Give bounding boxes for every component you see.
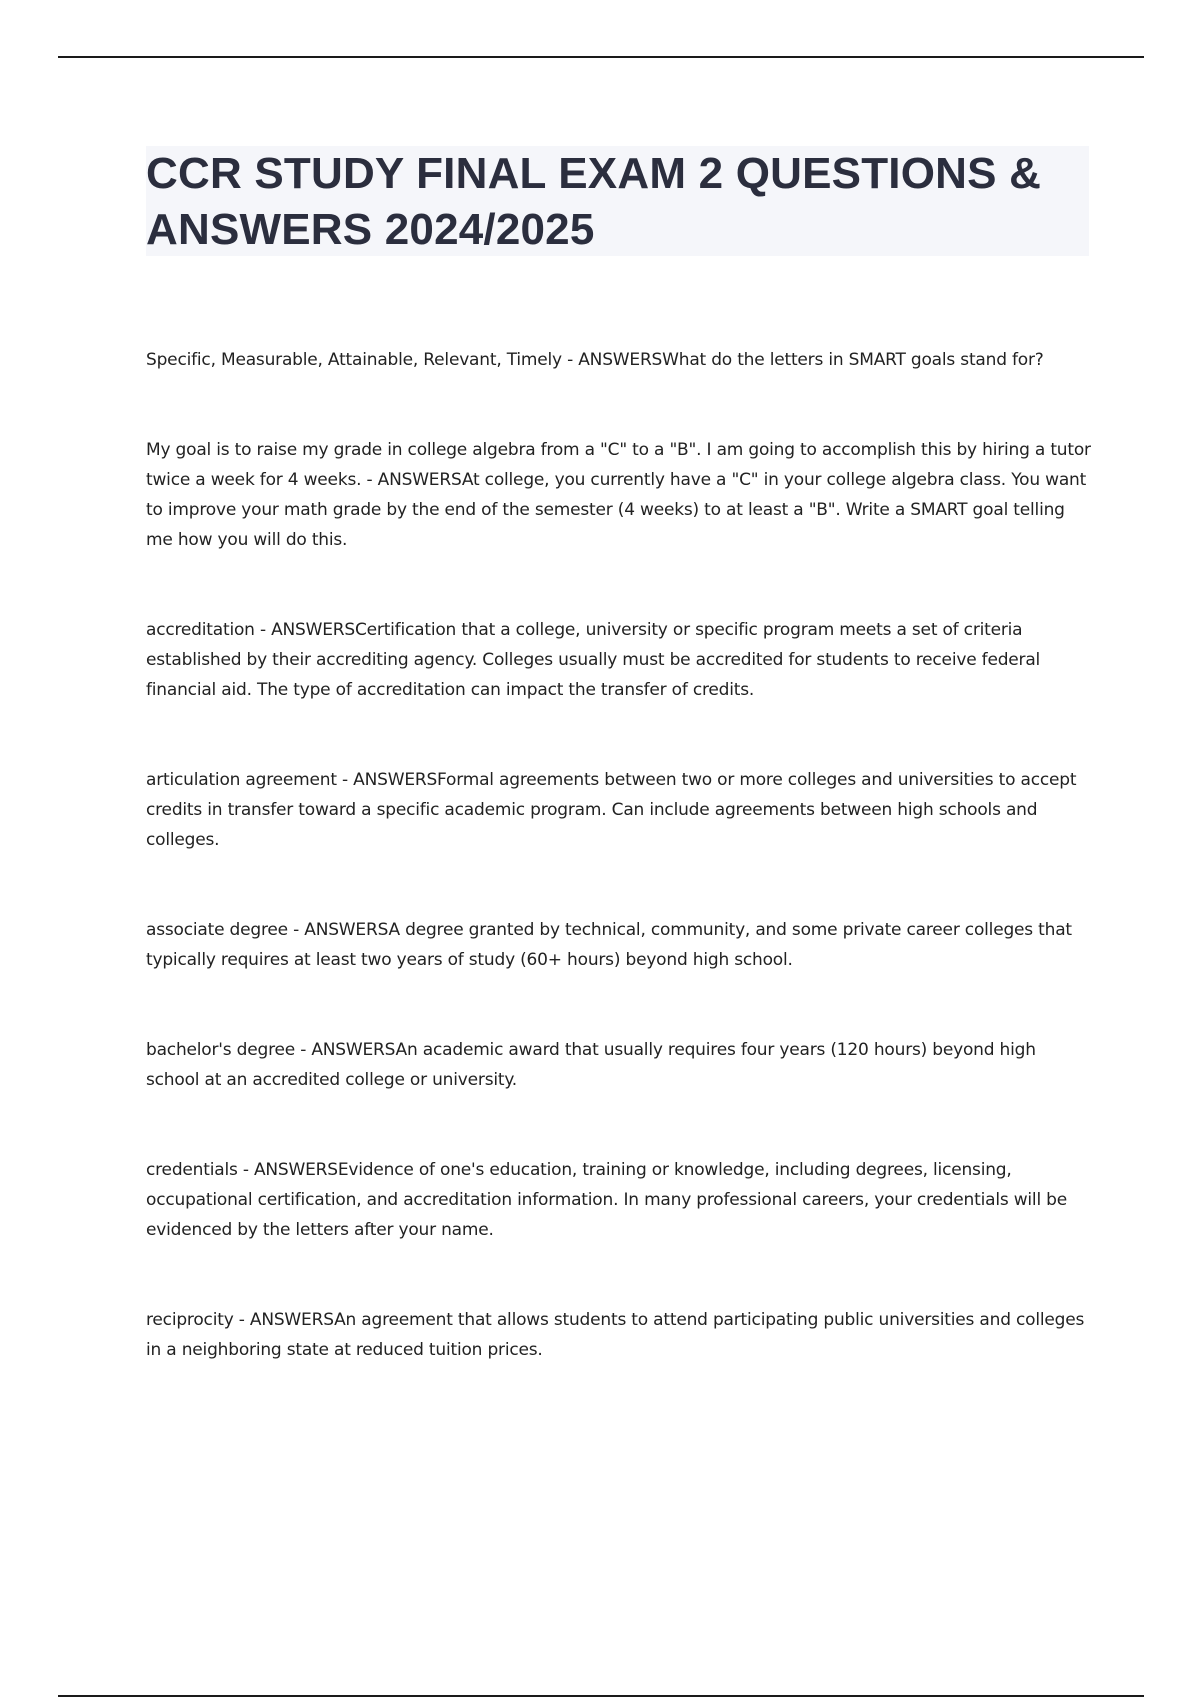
qa-item-smart-goal: My goal is to raise my grade in college algebra from a "C" to a "B". I am going to accomplish this by hiring a tutor twice a week for 4 weeks. - ANSWERSAt college, you currently have a "C" in your college algebra class. You want to improve your math grade by the end of the semester (4 weeks) to at least a "B". Write a SMART goal telling me how you will do this. [146,440,1091,550]
qa-item-associate-degree: associate degree - ANSWERSA degree granted by technical, community, and some private career colleges that typically requires at least two years of study (60+ hours) beyond high school. [146,920,1072,970]
page-title: CCR STUDY FINAL EXAM 2 QUESTIONS & ANSWERS 2024/2025 [146,149,1042,254]
top-divider [58,56,1144,58]
qa-item-articulation-agreement: articulation agreement - ANSWERSFormal agreements between two or more colleges and universities to accept credits in transfer toward a specific academic program. Can include agreements between high schools and colleges. [146,770,1077,850]
qa-item-bachelors-degree: bachelor's degree - ANSWERSAn academic award that usually requires four years (120 hours) beyond high school at an accredited college or university. [146,1040,1036,1090]
qa-item-credentials: credentials - ANSWERSEvidence of one's education, training or knowledge, including degrees, licensing, occupational certification, and accreditation information. In many professional careers, your credentials will be evidenced by the letters after your name. [146,1160,1068,1240]
qa-item-smart-letters: Specific, Measurable, Attainable, Relevant, Timely - ANSWERSWhat do the letters in SMART goals stand for? [146,350,1044,370]
qa-item-accreditation: accreditation - ANSWERSCertification that a college, university or specific program meets a set of criteria established by their accrediting agency. Colleges usually must be accredited for students to receive federal financial aid. The type of accreditation can impact the transfer of credits. [146,620,1041,700]
title-block [146,146,1089,256]
qa-list [146,345,1091,1425]
qa-item-reciprocity: reciprocity - ANSWERSAn agreement that allows students to attend participating public universities and colleges in a neighboring state at reduced tuition prices. [146,1310,1085,1360]
bottom-divider [58,1695,1144,1697]
